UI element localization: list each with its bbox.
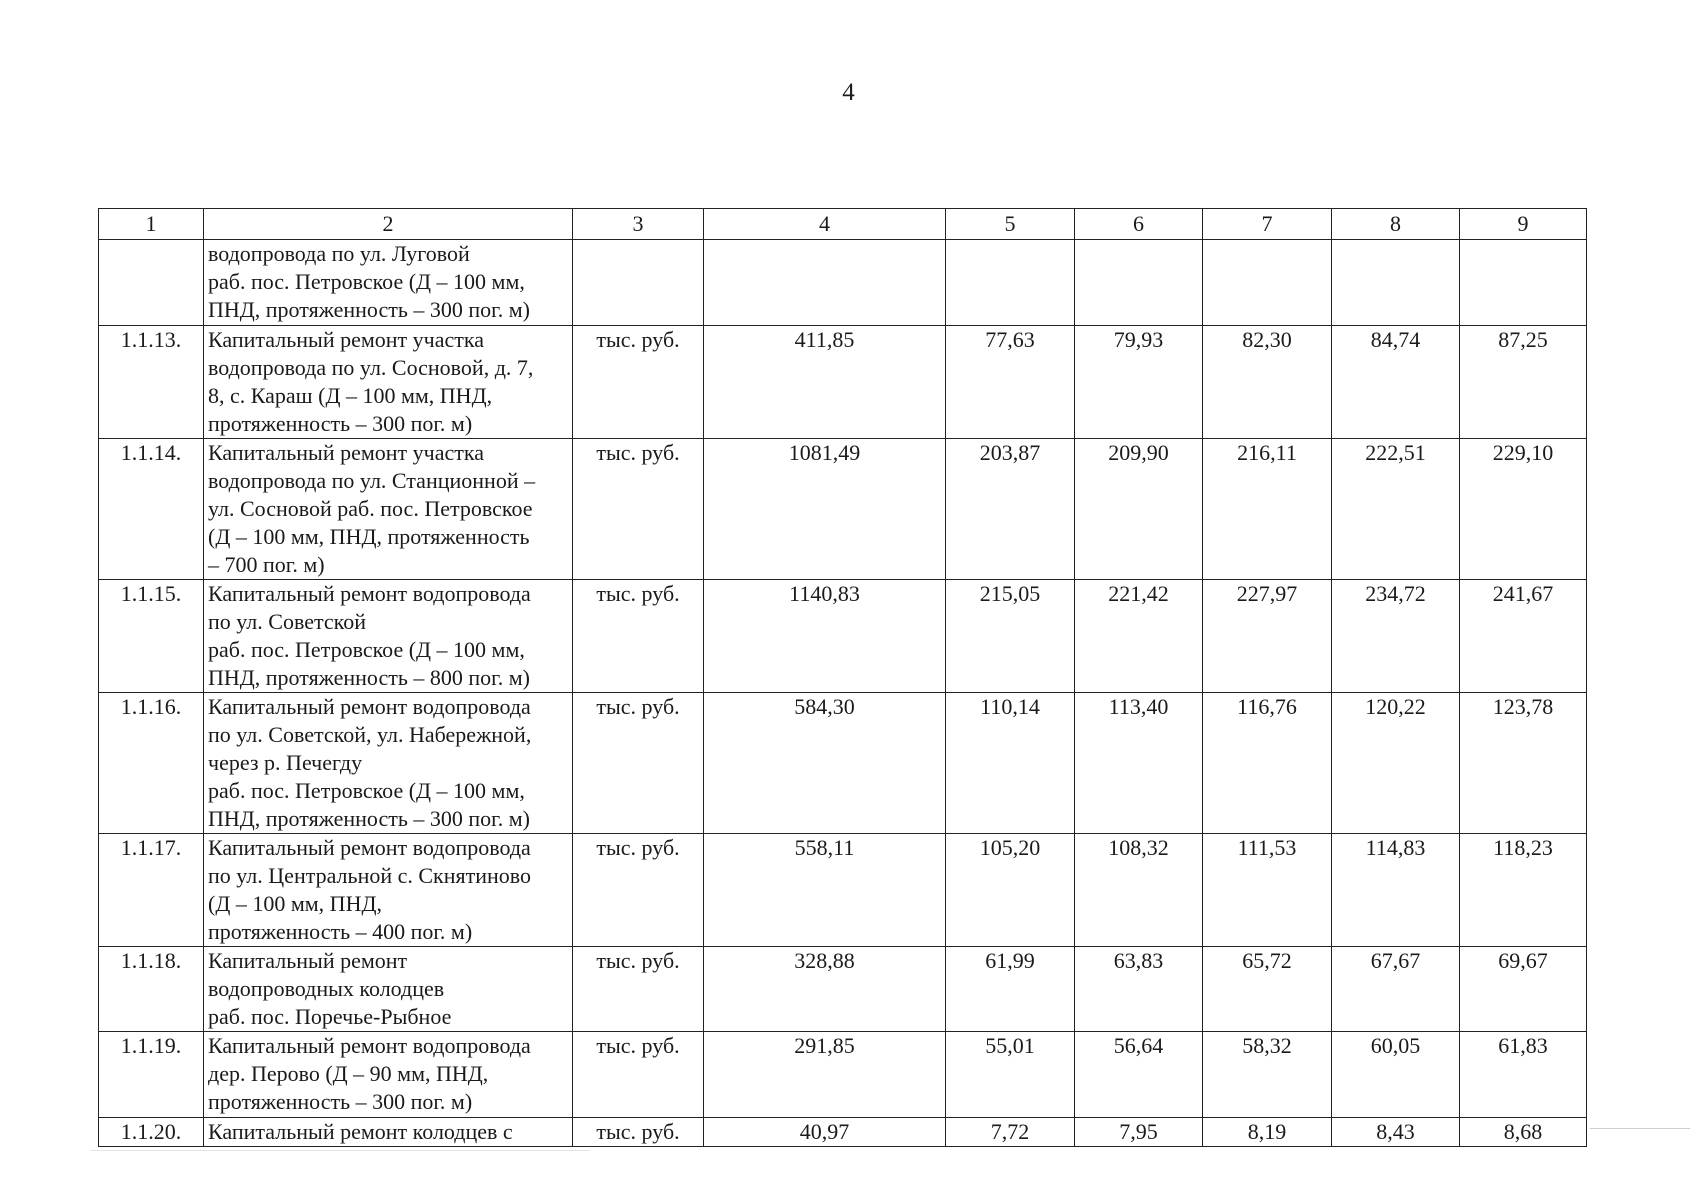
- row-number-cell: 1.1.16.: [99, 693, 204, 834]
- row-value-cell: 40,97: [704, 1118, 946, 1147]
- row-value-cell: 84,74: [1332, 326, 1460, 439]
- column-header: 2: [204, 209, 573, 240]
- row-unit-cell: тыс. руб.: [573, 1118, 704, 1147]
- row-value-cell: 56,64: [1075, 1032, 1203, 1118]
- row-value-cell: 116,76: [1203, 693, 1332, 834]
- row-value-cell: 209,90: [1075, 439, 1203, 580]
- row-value-cell: 61,99: [946, 947, 1075, 1032]
- row-value-cell: 216,11: [1203, 439, 1332, 580]
- row-value-cell: 105,20: [946, 834, 1075, 947]
- row-value-cell: 111,53: [1203, 834, 1332, 947]
- row-value-cell: 7,95: [1075, 1118, 1203, 1147]
- row-unit-cell: [573, 240, 704, 326]
- column-header: 1: [99, 209, 204, 240]
- row-name-cell: Капитальный ремонт водопроводных колодцев раб. пос. Поречье-Рыбное: [204, 947, 573, 1032]
- table-row: [99, 1032, 1587, 1118]
- table-row: [99, 240, 1587, 326]
- row-unit-cell: тыс. руб.: [573, 693, 704, 834]
- row-value-cell: 222,51: [1332, 439, 1460, 580]
- row-value-cell: 123,78: [1460, 693, 1587, 834]
- row-value-cell: [704, 240, 946, 326]
- column-header: 6: [1075, 209, 1203, 240]
- row-unit-cell: тыс. руб.: [573, 580, 704, 693]
- budget-table: [98, 208, 1587, 1147]
- row-value-cell: 61,83: [1460, 1032, 1587, 1118]
- row-value-cell: 229,10: [1460, 439, 1587, 580]
- table-header-row: [99, 209, 1587, 240]
- row-number-cell: 1.1.19.: [99, 1032, 204, 1118]
- row-value-cell: 79,93: [1075, 326, 1203, 439]
- column-header: 9: [1460, 209, 1587, 240]
- row-value-cell: 584,30: [704, 693, 946, 834]
- row-name-cell: Капитальный ремонт водопровода по ул. Советской раб. пос. Петровское (Д – 100 мм, ПНД, протяженность – 800 пог. м): [204, 580, 573, 693]
- row-name-cell: водопровода по ул. Луговой раб. пос. Петровское (Д – 100 мм, ПНД, протяженность – 300 пог. м): [204, 240, 573, 326]
- row-value-cell: 1081,49: [704, 439, 946, 580]
- row-value-cell: 221,42: [1075, 580, 1203, 693]
- row-value-cell: 1140,83: [704, 580, 946, 693]
- row-name-cell: Капитальный ремонт водопровода по ул. Центральной с. Скнятиново (Д – 100 мм, ПНД, протяженность – 400 пог. м): [204, 834, 573, 947]
- row-name-cell: Капитальный ремонт водопровода по ул. Советской, ул. Набережной, через р. Печегду раб. пос. Петровское (Д – 100 мм, ПНД, протяженность – 300 пог. м): [204, 693, 573, 834]
- row-value-cell: 8,19: [1203, 1118, 1332, 1147]
- row-value-cell: 291,85: [704, 1032, 946, 1118]
- row-unit-cell: тыс. руб.: [573, 1032, 704, 1118]
- row-value-cell: 241,67: [1460, 580, 1587, 693]
- row-name-cell: Капитальный ремонт участка водопровода по ул. Станционной – ул. Сосновой раб. пос. Петровское (Д – 100 мм, ПНД, протяженность – 700 пог. м): [204, 439, 573, 580]
- row-name-cell: Капитальный ремонт участка водопровода по ул. Сосновой, д. 7, 8, с. Караш (Д – 100 мм, ПНД, протяженность – 300 пог. м): [204, 326, 573, 439]
- table-row: [99, 834, 1587, 947]
- row-value-cell: 7,72: [946, 1118, 1075, 1147]
- row-value-cell: 67,67: [1332, 947, 1460, 1032]
- page-number: 4: [842, 79, 855, 106]
- row-value-cell: 65,72: [1203, 947, 1332, 1032]
- row-value-cell: 234,72: [1332, 580, 1460, 693]
- table-row: [99, 439, 1587, 580]
- column-header: 8: [1332, 209, 1460, 240]
- row-value-cell: 63,83: [1075, 947, 1203, 1032]
- row-number-cell: 1.1.17.: [99, 834, 204, 947]
- table-row: [99, 1118, 1587, 1147]
- table-row: [99, 693, 1587, 834]
- row-value-cell: 203,87: [946, 439, 1075, 580]
- row-value-cell: 8,68: [1460, 1118, 1587, 1147]
- row-unit-cell: тыс. руб.: [573, 834, 704, 947]
- row-value-cell: [1332, 240, 1460, 326]
- row-unit-cell: тыс. руб.: [573, 439, 704, 580]
- row-value-cell: [1460, 240, 1587, 326]
- table-row: [99, 580, 1587, 693]
- row-name-cell: Капитальный ремонт водопровода дер. Перово (Д – 90 мм, ПНД, протяженность – 300 пог. м): [204, 1032, 573, 1118]
- row-value-cell: 118,23: [1460, 834, 1587, 947]
- column-header: 3: [573, 209, 704, 240]
- row-value-cell: 120,22: [1332, 693, 1460, 834]
- row-number-cell: 1.1.14.: [99, 439, 204, 580]
- row-value-cell: 558,11: [704, 834, 946, 947]
- row-value-cell: 55,01: [946, 1032, 1075, 1118]
- column-header: 7: [1203, 209, 1332, 240]
- column-header: 5: [946, 209, 1075, 240]
- row-value-cell: 411,85: [704, 326, 946, 439]
- scan-artifact-line: [1590, 1128, 1690, 1129]
- row-value-cell: 60,05: [1332, 1032, 1460, 1118]
- row-name-cell: Капитальный ремонт колодцев с: [204, 1118, 573, 1147]
- table-row: [99, 326, 1587, 439]
- row-number-cell: 1.1.15.: [99, 580, 204, 693]
- row-value-cell: 328,88: [704, 947, 946, 1032]
- row-value-cell: 82,30: [1203, 326, 1332, 439]
- row-number-cell: 1.1.13.: [99, 326, 204, 439]
- row-value-cell: [946, 240, 1075, 326]
- row-value-cell: 113,40: [1075, 693, 1203, 834]
- row-value-cell: 108,32: [1075, 834, 1203, 947]
- row-number-cell: 1.1.18.: [99, 947, 204, 1032]
- row-value-cell: 58,32: [1203, 1032, 1332, 1118]
- scan-artifact-line: [90, 1150, 590, 1151]
- row-number-cell: [99, 240, 204, 326]
- row-value-cell: 114,83: [1332, 834, 1460, 947]
- row-unit-cell: тыс. руб.: [573, 947, 704, 1032]
- row-value-cell: 227,97: [1203, 580, 1332, 693]
- row-number-cell: 1.1.20.: [99, 1118, 204, 1147]
- row-value-cell: 110,14: [946, 693, 1075, 834]
- row-value-cell: 8,43: [1332, 1118, 1460, 1147]
- row-value-cell: [1203, 240, 1332, 326]
- table-row: [99, 947, 1587, 1032]
- row-value-cell: 87,25: [1460, 326, 1587, 439]
- column-header: 4: [704, 209, 946, 240]
- row-value-cell: [1075, 240, 1203, 326]
- row-value-cell: 69,67: [1460, 947, 1587, 1032]
- row-unit-cell: тыс. руб.: [573, 326, 704, 439]
- row-value-cell: 77,63: [946, 326, 1075, 439]
- row-value-cell: 215,05: [946, 580, 1075, 693]
